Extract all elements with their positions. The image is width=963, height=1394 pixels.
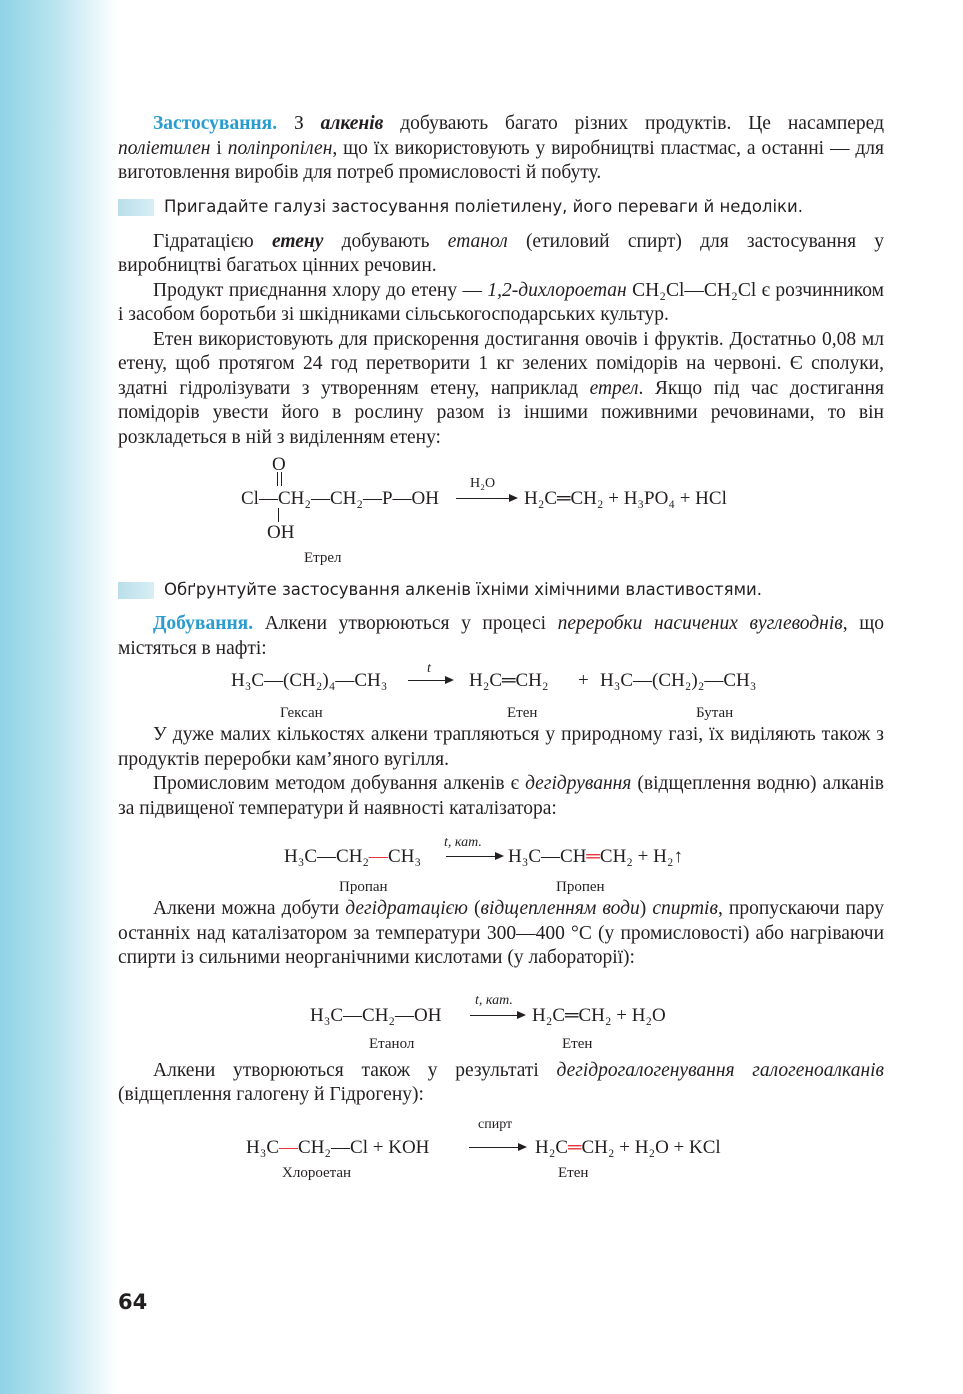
etrel-single-bond bbox=[278, 508, 279, 522]
paragraph-dehydrogenation: Промисловим методом добування алкенів є дегідрування (відщеплення водню) алканів за підвищеної температури й наявності каталізатора: bbox=[118, 773, 884, 819]
propene-label: Пропен bbox=[556, 879, 605, 895]
page-content bbox=[118, 112, 884, 1188]
page-number: 64 bbox=[118, 1290, 148, 1314]
ethanol-formula: H₃C—CH₂—OH bbox=[310, 1004, 442, 1026]
paragraph-production: Добування. Алкени утворюються у процесі переробки насичених вуглеводнів, що містяться в нафті: bbox=[118, 613, 884, 659]
ethene-label-3: Етен bbox=[558, 1164, 589, 1181]
chloroethane-label: Хлороетан bbox=[282, 1164, 352, 1181]
hexane-condition: t bbox=[427, 661, 431, 676]
question-marker bbox=[118, 199, 154, 216]
heading-production: Добування. bbox=[153, 613, 254, 634]
propane-arrow bbox=[446, 856, 502, 857]
ethene-label-2: Етен bbox=[562, 1035, 593, 1052]
etrel-reagent: H₂O bbox=[470, 476, 496, 491]
chloroethane-condition: спирт bbox=[478, 1116, 513, 1132]
question-box-1 bbox=[118, 196, 884, 220]
etrel-label: Етрел bbox=[304, 550, 342, 566]
paragraph-application: Застосування. З алкенів добувають багато різних продуктів. Це насамперед поліетилен і поліпропілен, що їх використовують у виробництві пластмас, а останні — для виготовлення виробів для потреб промисловості й побуту. bbox=[118, 113, 884, 183]
propane-formula: H₃C—CH₂—CH₃ bbox=[284, 846, 422, 867]
paragraph-natural-gas: У дуже малих кількостях алкени трапляються у природному газі, їх виділяють також з продуктів переробки кам’яного вугілля. bbox=[118, 724, 884, 770]
paragraph-ripening: Етен використовують для прискорення достигання овочів і фруктів. Достатньо 0,08 мл етену, щоб протягом 24 год перетворити 1 кг зелених помідорів на червоні. Є сполуки, здатні гідролізувати з утворенням етену, наприклад етрел. Якщо під час достигання помідорів увести його в рослину разом із іншими поживними речовинами, то він розкладеться в ній з виділенням етену: bbox=[118, 328, 884, 448]
ethanol-arrow bbox=[470, 1015, 524, 1016]
paragraph-hydration: Гідратацією етену добувають етанол (етиловий спирт) для застосування у виробництві багатьох цінних речовин. bbox=[118, 230, 885, 276]
paragraph-dehydration: Алкени можна добути дегідратацією (відщепленням води) спиртів, пропускаючи пару останніх над каталізатором за температури 300—400 °С (у промисловості) або нагріваючи спирти із сильними неорганічними кислотами (у лабораторії): bbox=[118, 898, 884, 968]
question-marker bbox=[118, 582, 154, 599]
etrel-products: H₂C═CH₂ + H₃PO₄ + HCl bbox=[524, 488, 727, 509]
chloroethane-formula: H₃C—CH₂—Cl + KOH bbox=[246, 1136, 430, 1158]
question-text-1: Пригадайте галузі застосування поліетилену, його переваги й недоліки. bbox=[164, 197, 803, 217]
equation-etrel bbox=[118, 450, 884, 568]
paragraph-dehydrohalogenation: Алкени утворюються також у результаті дегідрогалогенування галогеноалканів (відщеплення галогену й Гідрогену): bbox=[118, 1059, 885, 1105]
ethene-label: Етен bbox=[507, 705, 538, 721]
question-text-2: Обґрунтуйте застосування алкенів їхніми хімічними властивостями. bbox=[164, 579, 762, 599]
butane-formula: H₃C—(CH₂)₂—CH₃ bbox=[600, 670, 757, 691]
equation-chloroethane bbox=[118, 1108, 884, 1188]
propane-condition: t, кат. bbox=[444, 835, 482, 850]
ethene-formula: H₂C═CH₂ bbox=[469, 670, 549, 691]
etrel-bottom-oh: OH bbox=[267, 522, 295, 543]
heading-application: Застосування. bbox=[153, 113, 278, 134]
equation-hexane bbox=[118, 661, 884, 723]
propane-label: Пропан bbox=[339, 879, 388, 895]
equation-ethanol bbox=[118, 971, 884, 1059]
ethanol-products: H₂C═CH₂ + H₂O bbox=[532, 1004, 666, 1026]
chloroethane-arrow bbox=[469, 1147, 525, 1148]
equation-propane bbox=[118, 821, 884, 897]
chloroethane-products: H₂C═CH₂ + H₂O + KCl bbox=[535, 1136, 721, 1158]
hexane-label: Гексан bbox=[280, 705, 323, 721]
etrel-arrow bbox=[456, 498, 516, 499]
hexane-arrow bbox=[408, 680, 452, 681]
hexane-formula: H₃C—(CH₂)₄—CH₃ bbox=[231, 670, 388, 691]
paragraph-dichloroethane: Продукт приєднання хлору до етену — 1,2-дихлороетан CH₂Cl—CH₂Cl є розчинником і засобом боротьби зі шкідниками сільськогосподарських культур. bbox=[118, 279, 884, 325]
question-box-2 bbox=[118, 578, 884, 602]
butane-label: Бутан bbox=[696, 705, 734, 721]
plus-sign: + bbox=[578, 670, 589, 691]
side-band bbox=[0, 0, 118, 1394]
ethanol-condition: t, кат. bbox=[475, 992, 513, 1008]
propene-formula: H₃C—CH═CH₂ + H₂↑ bbox=[508, 846, 683, 867]
etrel-formula: Cl—CH₂—CH₂—P—OH bbox=[241, 488, 439, 509]
etrel-double-bond bbox=[277, 472, 282, 486]
etrel-top-o: O bbox=[272, 454, 286, 475]
ethanol-label: Етанол bbox=[369, 1035, 415, 1052]
